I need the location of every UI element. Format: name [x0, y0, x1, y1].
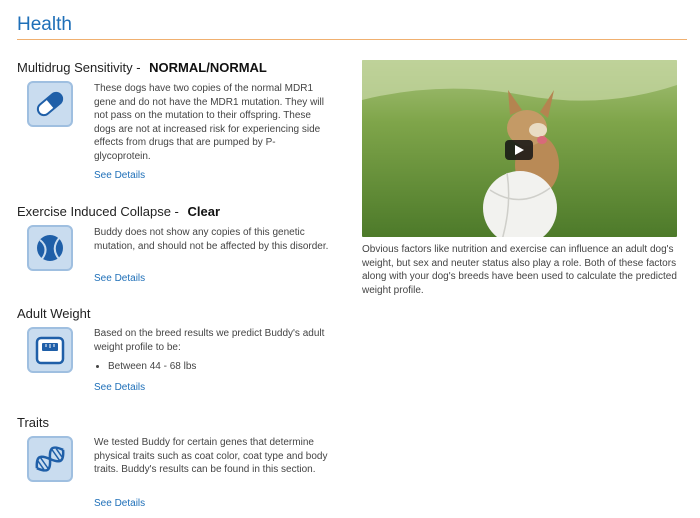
section-multidrug-sensitivity: [17, 60, 347, 75]
dna-icon: [27, 436, 73, 482]
section-description: We tested Buddy for certain genes that determine physical traits such as coat color, coat type and body traits. Buddy's results can be found in this section.: [94, 437, 328, 475]
status-value: Clear: [187, 204, 221, 219]
weight-range: • Between 44 - 68 lbs: [108, 360, 332, 374]
video-caption: Obvious factors like nutrition and exercise can influence an adult dog's weight, but sex and neuter status also play a role. Both of these factors along with your dog's breeds have been used to calculate the predicted weight profile.: [362, 244, 677, 296]
play-icon[interactable]: [505, 140, 533, 160]
section-description: These dogs have two copies of the normal MDR1 gene and do not have the MDR1 mutation. They will not pass on the mutation to their offspring. These dogs are not at increased risk for experiencing side effects from drugs that are pumped by P-glycoprotein.: [94, 83, 324, 162]
section-title: Exercise Induced Collapse -: [17, 204, 179, 219]
section-exercise-induced-collapse: [17, 204, 347, 219]
weight-list: [94, 360, 332, 374]
section-description: Based on the breed results we predict Buddy's adult weight profile to be:: [94, 328, 325, 353]
section-description: Buddy does not show any copies of this genetic mutation, and should not be affected by this disorder.: [94, 227, 329, 252]
section-traits: [17, 415, 347, 430]
see-details-link-weight[interactable]: See Details: [94, 382, 146, 393]
section-title: Multidrug Sensitivity -: [17, 60, 141, 75]
page-title: Health: [17, 14, 72, 35]
scale-icon: [27, 327, 73, 373]
section-title: Adult Weight: [17, 306, 91, 321]
section-heading: [17, 415, 347, 430]
section-title: Traits: [17, 415, 50, 430]
section-description-block: [94, 327, 332, 374]
see-details-link-collapse[interactable]: See Details: [94, 273, 146, 284]
ball-icon: [27, 225, 73, 271]
section-heading: [17, 204, 347, 219]
section-heading: [17, 60, 347, 75]
title-divider: [17, 39, 687, 40]
see-details-link-multidrug[interactable]: See Details: [94, 170, 146, 181]
section-adult-weight: [17, 306, 347, 321]
section-heading: [17, 306, 347, 321]
pill-capsule-icon: [27, 81, 73, 127]
video-player[interactable]: [362, 60, 677, 237]
status-value: NORMAL/NORMAL: [149, 60, 267, 75]
see-details-link-traits[interactable]: See Details: [94, 498, 146, 509]
